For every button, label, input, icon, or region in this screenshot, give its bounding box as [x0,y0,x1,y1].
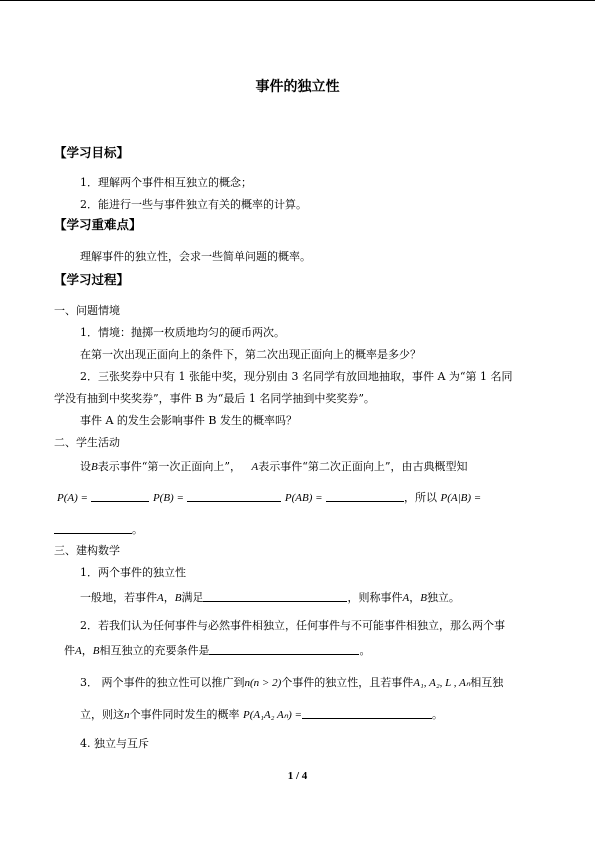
var-b: B [420,592,427,604]
blank-product [302,707,432,719]
text: 。 [431,708,443,721]
part3-line-2: 2．若我们认为任何事件与必然事件相独立，任何事件与不可能事件相独立，那么两个事 [80,619,505,632]
part2-heading: 二、学生活动 [54,436,120,449]
var-n: n [124,709,130,721]
goal-1: 1．理解两个事件相互独立的概念； [80,176,252,189]
part3-line-3 [64,643,370,658]
text: 满足 [181,591,204,604]
text: 。 [132,523,143,536]
process-heading: 【学习过程】 [54,272,130,287]
product-prob: P(A₁A₂ Aₙ) = [243,709,302,721]
prob-ab: P(AB) = [284,492,323,504]
var-b: B [174,592,182,604]
keypoints-heading: 【学习重难点】 [54,217,142,232]
part1-line-5: 事件 A 的发生会影响事件 B 发生的概率吗？ [80,414,298,427]
part1-line-3: 2．三张奖券中只有 1 张能中奖，现分别由 3 名同学有放回地抽取，事件 A 为“第 1 名同 [80,370,513,383]
text: 个事件的独立性，且若事件 [281,676,414,689]
part1-line-2: 在第一次出现正面向上的条件下，第二次出现正面向上的概率是多少？ [80,348,421,361]
goal-2: 2．能进行一些与事件独立有关的概率的计算。 [80,198,307,211]
part1-line-4: 学没有抽到中奖奖券”，事件 B 为“最后 1 名同学抽到中奖奖券”。 [54,392,375,405]
var-a: A [75,645,82,657]
event-list: A₁, A₂, L , Aₙ [413,677,471,689]
part2-line-2 [57,490,481,505]
blank-pab [326,490,404,502]
part1-heading: 一、问题情境 [54,304,120,317]
blank-iff [209,643,359,655]
text: ， [163,591,175,604]
top-rule [0,0,595,1]
part2-line-3 [54,522,143,537]
keypoints-text: 理解事件的独立性，会求一些简单问题的概率。 [80,250,311,263]
part3-heading: 三、建构数学 [54,544,120,557]
goals-heading: 【学习目标】 [54,145,130,160]
blank-condition [203,590,347,602]
blank-pcond [54,522,132,534]
prob-a-given-b: P(A|B) = [440,492,482,504]
blank-pa [91,490,149,502]
page-title: 事件的独立性 [255,79,340,95]
text: 表示事件“第二次正面向上”，由古典概型知 [258,460,468,473]
blank-pb [187,490,281,502]
part3-sub1: 1．两个事件的独立性 [80,566,186,579]
var-b: B [91,461,98,473]
part2-line-1 [80,460,467,474]
var-a: A [402,592,410,604]
text: 相互独立的充要条件是 [99,644,210,657]
prob-b: P(B) = [152,492,184,504]
part3-line-4 [80,676,503,690]
text: 相互独 [470,676,504,689]
text: 3． 两个事件的独立性可以推广到 [80,676,245,689]
prob-a: P(A) = [57,492,88,504]
text: 。 [359,644,371,657]
text: 个事件同时发生的概率 [129,708,240,721]
page-number: 1 / 4 [287,770,308,782]
part3-line-1 [80,590,460,605]
text: 表示事件“第一次正面向上”， [97,460,241,473]
var-b: B [92,645,100,657]
text: 一般地，若事件 [80,591,157,604]
text: ， [409,591,421,604]
part3-sub4: 4. 独立与互斥 [80,737,149,750]
var-a: A [157,592,164,604]
text: 立，则这 [80,708,124,721]
part3-line-5 [80,707,443,722]
text: ， [81,644,93,657]
text: 件 [64,644,75,657]
text: 独立。 [426,591,460,604]
text: 设 [80,460,91,473]
part1-line-1: 1．情境：抛掷一枚质地均匀的硬币两次。 [80,326,285,339]
text: ，则称事件 [347,591,403,604]
n-gt-2: n(n > 2) [244,677,282,689]
var-a: A [251,461,259,473]
text: ，所以 [404,491,438,504]
